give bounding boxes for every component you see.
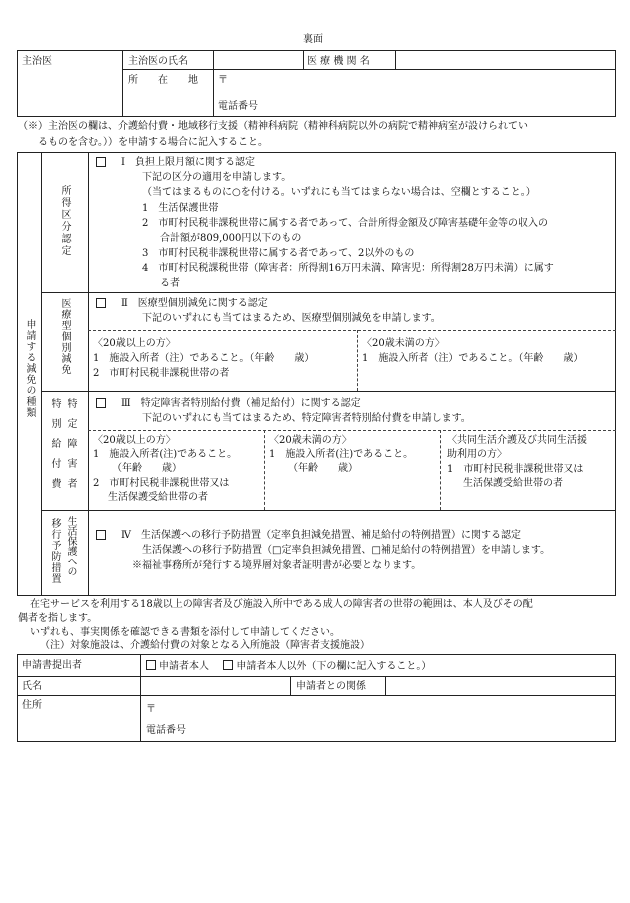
special-col2-line: （年齢 歳） (288, 463, 358, 474)
relation-field[interactable] (387, 678, 614, 693)
income-line: （当てはまるものに○を付ける。いずれにも当てはまらない場合は、空欄とすること。） (142, 187, 536, 198)
income-line: 4 市町村民税課税世帯（障害者：所得割16万円未満、障害児：所得割28万円未満）に属す (142, 263, 554, 274)
income-section-label: 所得区分認定 (59, 185, 70, 257)
note-line1: 在宅サービスを利用する18歳以上の障害者及び施設入所中である成人の障害者の世帯の範囲は、本人及びその配 (30, 599, 533, 610)
note-line2: 偶者を指します。 (18, 613, 98, 624)
special-title: Ⅲ 特定障害者特別給付費（補足給付）に関する認定 (121, 398, 361, 409)
medical-right-line: 1 施設入所者（注）であること。（年齢 歳） (362, 353, 584, 364)
institution-label: 医 療 機 関 名 (307, 56, 370, 67)
special-col3-line: 助利用の方〉 (447, 449, 507, 460)
medical-right-line: 〈20歳未満の方〉 (362, 338, 445, 349)
doctor-address-field[interactable] (230, 72, 614, 98)
income-line: 3 市町村民税非課税世帯に属する者であって、2以外のもの (142, 248, 415, 259)
doctor-note-line2: るものを含む。））を申請する場合に記入すること。 (38, 137, 268, 148)
special-col3-line: 生活保護受給世帯の者 (463, 478, 563, 489)
medical-left-line: 2 市町村民税非課税世帯の者 (93, 368, 230, 379)
submitter-other-label: 申請者本人以外（下の欄に記入すること。） (236, 661, 432, 672)
special-label-col2: 特定障害者 (65, 398, 76, 498)
medical-title: Ⅱ 医療型個別減免に関する認定 (121, 298, 268, 309)
institution-field[interactable] (397, 52, 614, 67)
transition-title: Ⅳ 生活保護への移行予防措置（定率負担減免措置、補足給付の特例措置）に関する認定 (121, 530, 521, 541)
note-line4: （注）対象施設は、介護給付費の対象となる入所施設（障害者支援施設） (40, 640, 370, 651)
special-col3-line: 1 市町村民税非課税世帯又は (447, 464, 584, 475)
applicant-name-field[interactable] (142, 678, 288, 693)
applicant-address-field[interactable] (160, 698, 614, 718)
doctor-address-label: 所 在 地 (128, 75, 198, 86)
special-checkbox[interactable] (96, 398, 106, 408)
special-col1-line: （年齢 歳） (112, 463, 182, 474)
postal-mark: 〒 (218, 75, 228, 86)
applicant-address-label: 住所 (22, 700, 42, 711)
income-checkbox[interactable] (96, 157, 106, 167)
income-line: 合計額が809,000円以下のもの (160, 233, 302, 244)
doctor-phone-label: 電話番号 (218, 101, 258, 112)
page-title: 裏面 (303, 34, 323, 45)
relation-label: 申請者との関係 (296, 681, 366, 692)
medical-checkbox[interactable] (96, 298, 106, 308)
income-line: る者 (160, 278, 180, 289)
special-col1-line: 生活保護受給世帯の者 (108, 492, 208, 503)
special-line: 下記のいずれにも当てはまるため、特定障害者特別給付費を申請します。 (142, 413, 471, 424)
applicant-postal-mark: 〒 (146, 704, 156, 715)
medical-left-line: 〈20歳以上の方〉 (93, 338, 176, 349)
note-line3: いずれも、事実関係を確認できる書類を添付して申請してください。 (30, 627, 340, 638)
doctor-section-label: 主治医 (22, 56, 52, 67)
transition-label-col1: 移行予防措置 (49, 518, 60, 584)
transition-checkbox[interactable] (96, 530, 106, 540)
submitter-self-label: 申請者本人 (159, 661, 209, 672)
special-col2-line: 1 施設入所者(注)であること。 (269, 449, 414, 460)
income-line: 1 生活保護世帯 (142, 203, 219, 214)
doctor-note-line1: （※）主治医の欄は、介護給付費・地域移行支援（精神科病院（精神科病院以外の病院で精神病室が設けられてい (18, 121, 528, 132)
applicant-name-label: 氏名 (22, 681, 42, 692)
special-col1-line: 2 市町村民税非課税世帯又は (93, 478, 230, 489)
special-col1-line: 1 施設入所者(注)であること。 (93, 449, 238, 460)
income-line: 下記の区分の適用を申請します。 (142, 172, 292, 183)
doctor-name-label: 主治医の氏名 (128, 56, 188, 67)
transition-label-col2: 生活保護への (65, 516, 76, 576)
reduction-type-label: 申請する減免の種類 (24, 319, 35, 418)
medical-section-label: 医療型個別減免 (59, 298, 70, 375)
special-col3-line: 〈共同生活介護及び共同生活援 (447, 435, 587, 446)
transition-line: ※福祉事務所が発行する境界層対象者証明書が必要となります。 (132, 560, 422, 571)
applicant-phone-label: 電話番号 (146, 725, 186, 736)
income-title: Ⅰ 負担上限月額に関する認定 (121, 157, 255, 168)
submitter-other-checkbox[interactable] (223, 660, 233, 670)
special-col2-line: 〈20歳未満の方〉 (269, 435, 352, 446)
transition-line: 生活保護への移行予防措置（□定率負担減免措置、□補足給付の特例措置）を申請します。 (142, 545, 551, 556)
submitter-label: 申請書提出者 (22, 660, 82, 671)
income-line: 2 市町村民税非課税世帯に属する者であって、合計所得金額及び障害基礎年金等の収入の (142, 218, 549, 229)
medical-line: 下記のいずれにも当てはまるため、医療型個別減免を申請します。 (142, 313, 441, 324)
special-label-col1: 特別給付費 (49, 398, 60, 498)
submitter-self-checkbox[interactable] (146, 660, 156, 670)
medical-left-line: 1 施設入所者（注）であること。（年齢 歳） (93, 353, 315, 364)
special-col1-line: 〈20歳以上の方〉 (93, 435, 176, 446)
doctor-name-field[interactable] (215, 52, 301, 67)
